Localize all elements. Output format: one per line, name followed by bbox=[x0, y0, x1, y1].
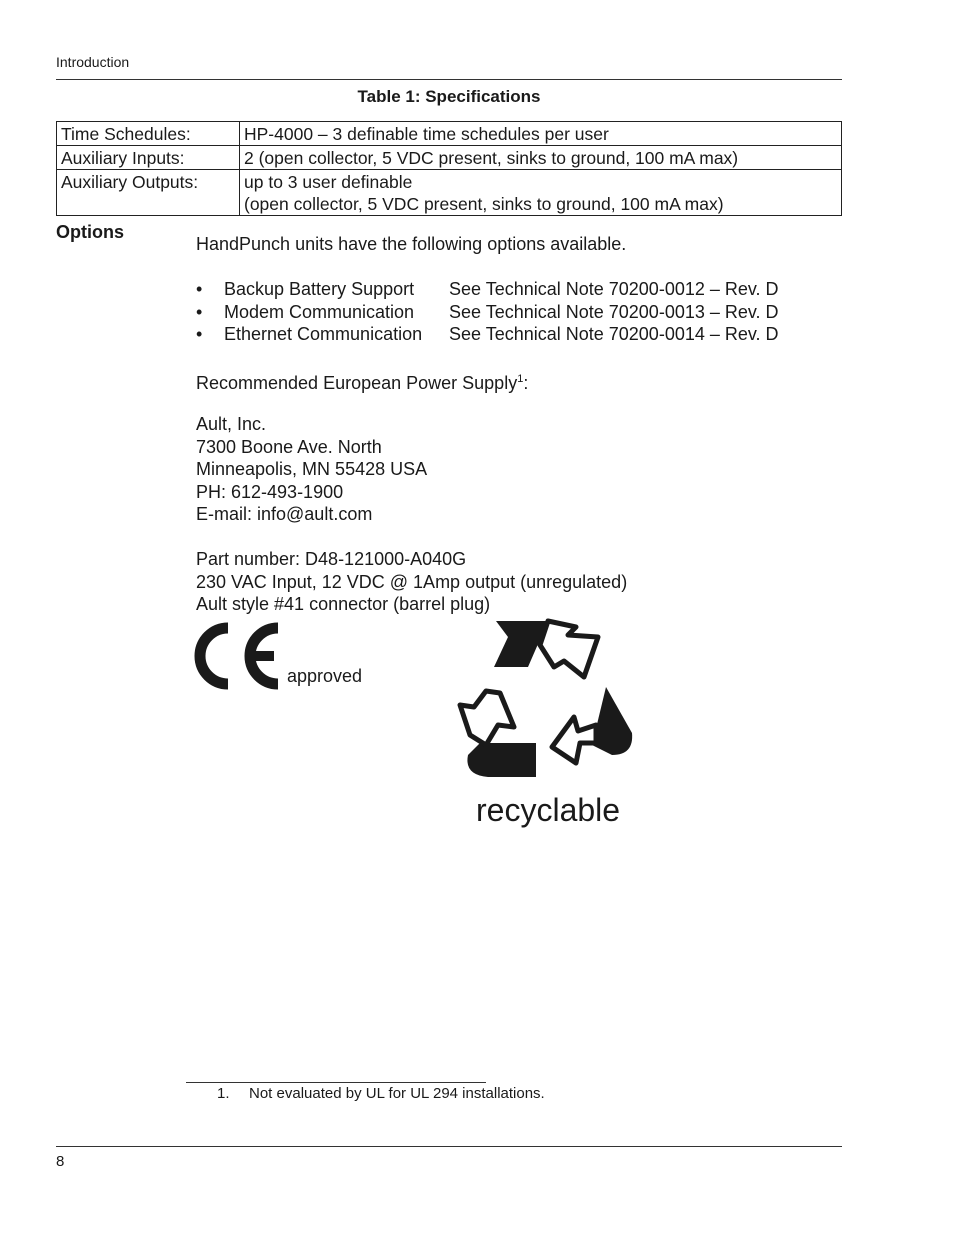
power-supply-label bbox=[196, 368, 528, 395]
option-name: Modem Communication bbox=[224, 302, 415, 322]
part-line: Part number: D48-121000-A040G bbox=[196, 549, 467, 569]
option-note: See Technical Note 70200-0014 – Rev. D bbox=[449, 324, 779, 344]
value-line: HP-4000 – 3 definable time schedules per user bbox=[244, 124, 609, 144]
table-row bbox=[57, 122, 842, 146]
address-line: Ault, Inc. bbox=[196, 414, 267, 434]
power-supply-text: Recommended European Power Supply bbox=[196, 373, 518, 393]
footnote-text: Not evaluated by UL for UL 294 installations. bbox=[249, 1085, 545, 1102]
table-cell-value bbox=[240, 146, 842, 170]
ce-approved-label: approved bbox=[287, 666, 363, 686]
footnote-rule bbox=[186, 1082, 486, 1083]
bullet-symbol: • bbox=[196, 279, 203, 299]
table-cell-label: Auxiliary Inputs: bbox=[57, 146, 240, 170]
table-cell-label: Time Schedules: bbox=[57, 122, 240, 146]
part-block bbox=[196, 548, 627, 616]
options-heading: Options bbox=[56, 222, 124, 242]
colon: : bbox=[523, 373, 529, 393]
address-block bbox=[196, 413, 427, 526]
table-cell-label: Auxiliary Outputs: bbox=[57, 170, 240, 216]
bullet-symbol: • bbox=[196, 302, 203, 322]
specifications-table bbox=[56, 121, 842, 216]
footer-rule bbox=[56, 1146, 842, 1147]
value-line: up to 3 user definable bbox=[244, 172, 413, 192]
option-note: See Technical Note 70200-0012 – Rev. D bbox=[449, 279, 779, 299]
value-line: (open collector, 5 VDC present, sinks to ground, 100 mA max) bbox=[244, 194, 724, 214]
page-number: 8 bbox=[56, 1153, 65, 1170]
ce-mark-icon bbox=[188, 618, 282, 694]
table-row bbox=[57, 146, 842, 170]
running-header: Introduction bbox=[56, 54, 130, 70]
table-cell-value bbox=[240, 122, 842, 146]
recyclable-label: recyclable bbox=[476, 792, 621, 828]
address-line: Minneapolis, MN 55428 USA bbox=[196, 459, 428, 479]
value-line: 2 (open collector, 5 VDC present, sinks to ground, 100 mA max) bbox=[244, 148, 739, 168]
address-line: E-mail: info@ault.com bbox=[196, 504, 373, 524]
table-row bbox=[57, 170, 842, 216]
option-name: Backup Battery Support bbox=[224, 279, 415, 299]
table-cell-value bbox=[240, 170, 842, 216]
table-title: Table 1: Specifications bbox=[357, 87, 541, 106]
address-line: 7300 Boone Ave. North bbox=[196, 436, 382, 457]
footnote-number: 1. bbox=[217, 1085, 230, 1102]
part-line: Ault style #41 connector (barrel plug) bbox=[196, 594, 491, 614]
option-name: Ethernet Communication bbox=[224, 324, 423, 344]
part-line: 230 VAC Input, 12 VDC @ 1Amp output (unregulated) bbox=[196, 571, 628, 592]
option-note: See Technical Note 70200-0013 – Rev. D bbox=[449, 302, 779, 322]
options-intro: HandPunch units have the following options available. bbox=[196, 234, 627, 254]
recycle-icon bbox=[456, 615, 636, 781]
bullet-symbol: • bbox=[196, 324, 203, 344]
header-rule bbox=[56, 79, 842, 80]
footnote-mark: 1 bbox=[517, 373, 524, 385]
address-line: PH: 612-493-1900 bbox=[196, 481, 344, 502]
